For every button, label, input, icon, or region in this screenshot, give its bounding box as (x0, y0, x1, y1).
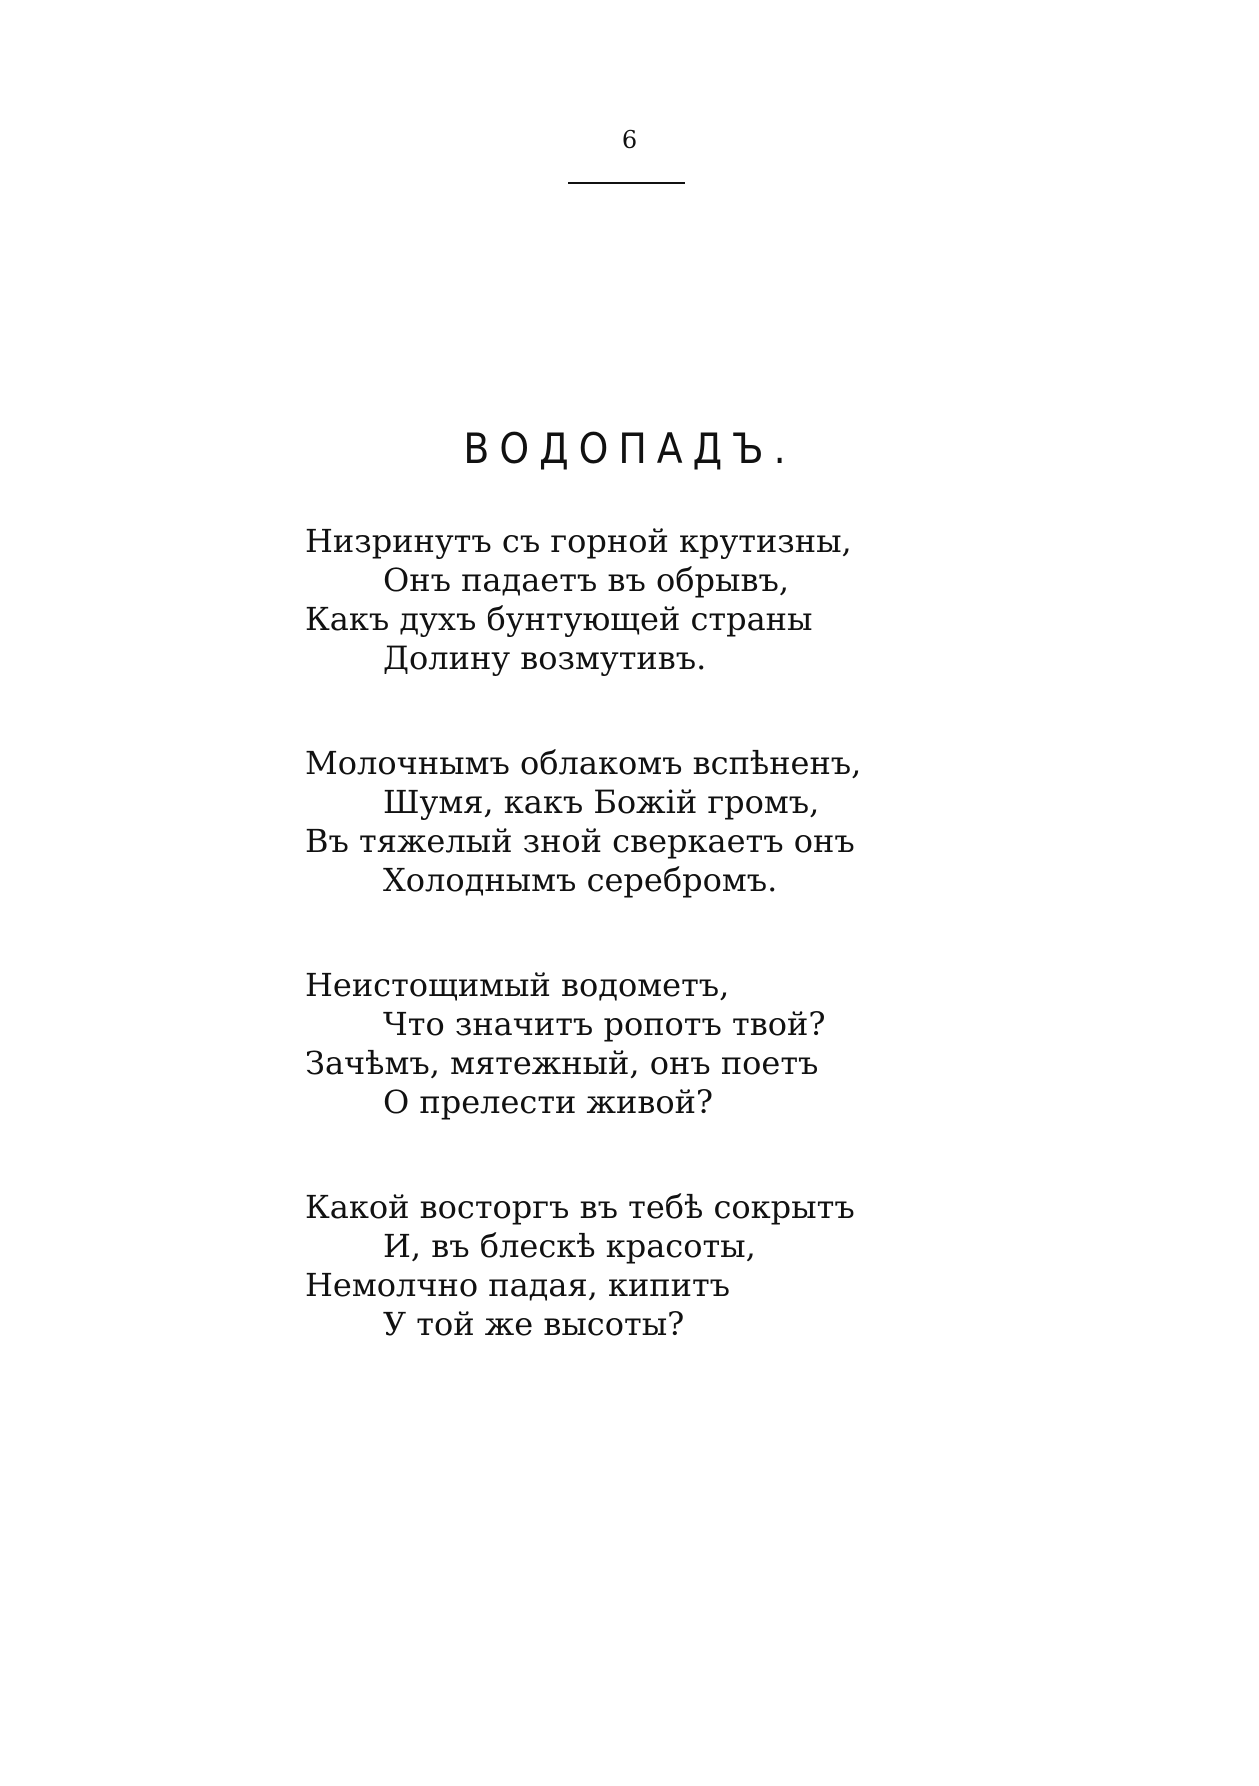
poem-line: Шумя, какъ Божій громъ, (383, 783, 820, 821)
poem-line: Какой восторгъ въ тебѣ сокрытъ (305, 1188, 855, 1226)
stanza (305, 1188, 1025, 1344)
page-number: 6 (621, 126, 638, 154)
header-rule (568, 182, 685, 184)
poem-line: Долину возмутивъ. (383, 639, 707, 677)
poem-line: Немолчно падая, кипитъ (305, 1266, 731, 1304)
poem-line: Холоднымъ серебромъ. (383, 861, 778, 899)
poem-line: Молочнымъ облакомъ вспѣненъ, (305, 744, 862, 782)
stanza (305, 744, 1025, 900)
poem-line: Низринутъ съ горной крутизны, (305, 522, 852, 560)
poem-line: И, въ блескѣ красоты, (383, 1227, 756, 1265)
poem-title: ВОДОПАДЪ. (463, 424, 796, 473)
poem-line: Онъ падаетъ въ обрывъ, (383, 561, 790, 599)
poem-line: Зачѣмъ, мятежный, онъ поетъ (305, 1044, 819, 1082)
poem-line: У той же высоты? (383, 1305, 685, 1343)
stanza (305, 966, 1025, 1122)
poem-line: Въ тяжелый зной сверкаетъ онъ (305, 822, 855, 860)
stanza (305, 522, 1025, 678)
poem-line: Какъ духъ бунтующей страны (305, 600, 813, 638)
poem-line: Что значитъ ропотъ твой? (383, 1005, 826, 1043)
poem-line: Неистощимый водометъ, (305, 966, 730, 1004)
poem-body (305, 522, 1025, 1410)
poem-line: О прелести живой? (383, 1083, 714, 1121)
